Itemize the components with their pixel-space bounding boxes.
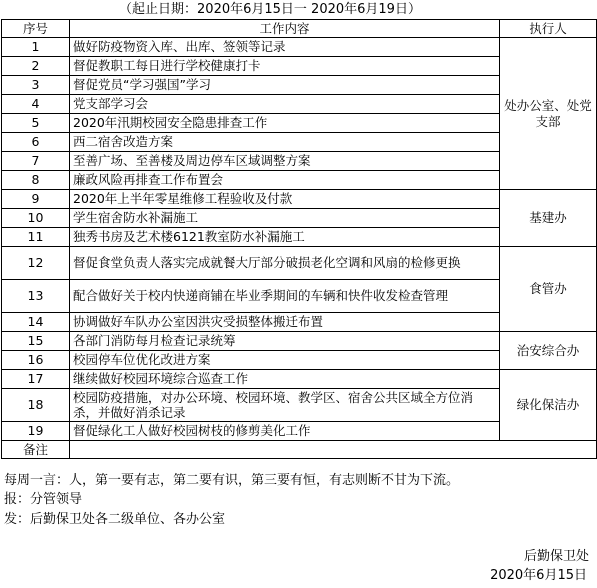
row-number: 9 [2, 190, 70, 209]
row-task: 各部门消防每月检查记录统筹 [70, 332, 500, 351]
header-exec: 执行人 [500, 20, 597, 38]
row-number: 4 [2, 95, 70, 114]
row-task: 继续做好校园环境综合巡查工作 [70, 370, 500, 389]
row-task: 2020年汛期校园安全隐患排查工作 [70, 114, 500, 133]
signature: 后勤保卫处 [523, 549, 589, 564]
table-row [2, 38, 597, 57]
row-number: 1 [2, 38, 70, 57]
executor-group: 绿化保洁办 [500, 370, 597, 441]
remark-row [2, 441, 597, 459]
row-task: 配合做好关于校内快递商铺在毕业季期间的车辆和快件收发检查管理 [70, 280, 500, 313]
row-task: 独秀书房及艺术楼6121教室防水补漏施工 [70, 228, 500, 247]
remark-content [70, 441, 597, 459]
row-task: 校园防疫措施，对办公环境、校园环境、教学区、宿舍公共区域全方位消杀，并做好消杀记录 [70, 389, 500, 422]
executor-group: 食管办 [500, 247, 597, 332]
row-number: 11 [2, 228, 70, 247]
row-number: 16 [2, 351, 70, 370]
executor-group: 处办公室、处党支部 [500, 38, 597, 190]
table-row [2, 332, 597, 351]
row-number: 10 [2, 209, 70, 228]
row-task: 督促绿化工人做好校园树枝的修剪美化工作 [70, 422, 500, 441]
row-task: 督促教职工每日进行学校健康打卡 [70, 57, 500, 76]
header-task: 工作内容 [70, 20, 500, 38]
row-number: 12 [2, 247, 70, 280]
table-row [2, 190, 597, 209]
row-task: 校园停车位优化改进方案 [70, 351, 500, 370]
row-number: 6 [2, 133, 70, 152]
weekly-motto: 每周一言：人，第一要有志，第二要有识，第三要有恒，有志则断不甘为下流。 [4, 473, 460, 488]
row-task: 廉政风险再排查工作布置会 [70, 171, 500, 190]
send-to: 发：后勤保卫处各二级单位、各办公室 [4, 512, 226, 527]
sign-date: 2020年6月15日 [490, 568, 587, 583]
header-num: 序号 [2, 20, 70, 38]
row-number: 5 [2, 114, 70, 133]
row-number: 7 [2, 152, 70, 171]
row-number: 14 [2, 313, 70, 332]
row-number: 8 [2, 171, 70, 190]
row-number: 17 [2, 370, 70, 389]
row-task: 协调做好车队办公室因洪灾受损整体搬迁布置 [70, 313, 500, 332]
row-task: 学生宿舍防水补漏施工 [70, 209, 500, 228]
row-task: 西二宿舍改造方案 [70, 133, 500, 152]
table-header-row [2, 20, 597, 38]
executor-group: 基建办 [500, 190, 597, 247]
row-number: 2 [2, 57, 70, 76]
row-number: 13 [2, 280, 70, 313]
row-task: 督促党员“学习强国”学习 [70, 76, 500, 95]
executor-group: 治安综合办 [500, 332, 597, 370]
row-task: 党支部学习会 [70, 95, 500, 114]
table-row [2, 247, 597, 280]
row-task: 做好防疫物资入库、出库、签领等记录 [70, 38, 500, 57]
row-number: 19 [2, 422, 70, 441]
date-range: （起止日期：2020年6月15日一 2020年6月19日） [119, 2, 421, 17]
row-number: 3 [2, 76, 70, 95]
row-task: 2020年上半年零星维修工程验收及付款 [70, 190, 500, 209]
row-task: 至善广场、至善楼及周边停车区域调整方案 [70, 152, 500, 171]
row-number: 18 [2, 389, 70, 422]
table-row [2, 370, 597, 389]
row-task: 督促食堂负责人落实完成就餐大厅部分破损老化空调和风扇的检修更换 [70, 247, 500, 280]
work-plan-table [1, 19, 597, 459]
report-to: 报：分管领导 [4, 492, 83, 507]
row-number: 15 [2, 332, 70, 351]
remark-label: 备注 [2, 441, 70, 459]
